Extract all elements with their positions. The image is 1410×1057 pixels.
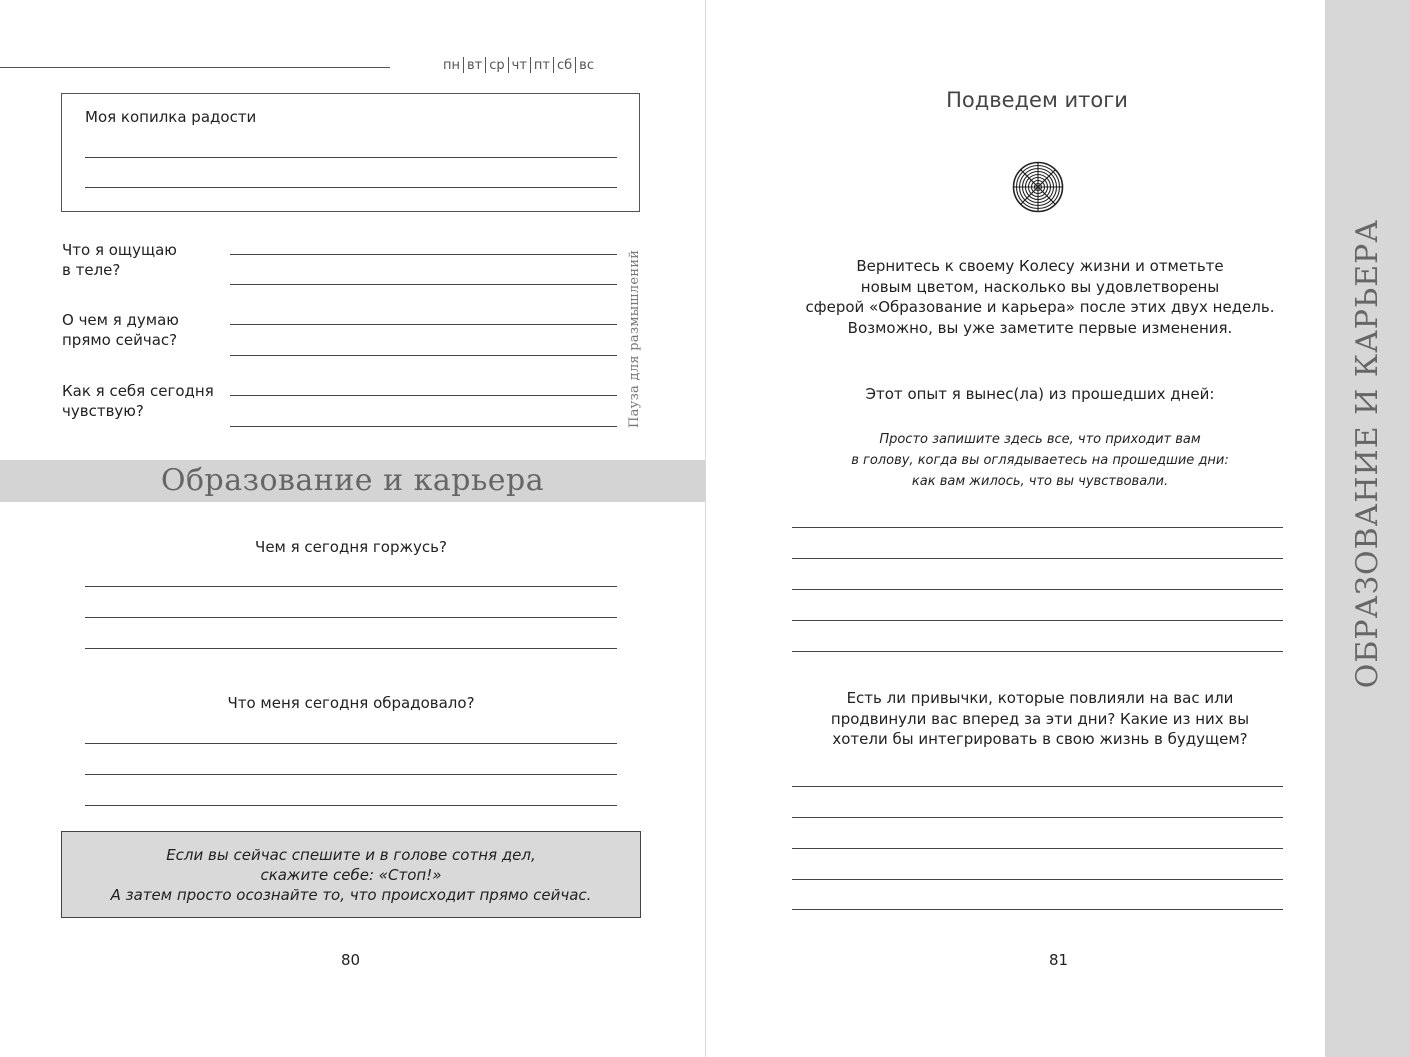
joy-write-line[interactable] (85, 157, 617, 158)
weekday-selector (440, 55, 597, 75)
answer-line[interactable] (230, 426, 617, 427)
weekday-fri[interactable]: пт (533, 57, 550, 73)
habits-line[interactable] (792, 909, 1283, 910)
stop-note-line: скажите себе: «Стоп!» (260, 865, 442, 884)
habits-line[interactable] (792, 786, 1283, 787)
answer-line[interactable] (85, 805, 617, 806)
answer-line[interactable] (85, 774, 617, 775)
section-side-tab-label: ОБРАЗОВАНИЕ И КАРЬЕРА (1350, 218, 1385, 689)
experience-line[interactable] (792, 651, 1283, 652)
answer-line[interactable] (85, 743, 617, 744)
question-feeling-line: чувствую? (62, 402, 144, 420)
question-thoughts-line: прямо сейчас? (62, 331, 178, 349)
section-side-tab-label-wrap (1325, 0, 1410, 1057)
habits-line[interactable] (792, 879, 1283, 880)
answer-line[interactable] (85, 617, 617, 618)
experience-hint-line: как вам жилось, что вы чувствовали. (911, 474, 1169, 489)
spread-divider (705, 0, 706, 1057)
answer-line[interactable] (230, 284, 617, 285)
habits-line[interactable] (792, 817, 1283, 818)
weekday-thu[interactable]: чт (511, 57, 527, 73)
question-feeling-line: Как я себя сегодня (62, 382, 214, 400)
habits-line[interactable] (792, 848, 1283, 849)
weekday-sat[interactable]: сб (556, 57, 573, 73)
experience-hint-line: Просто запишите здесь все, что приходит вам (879, 432, 1201, 447)
life-wheel-icon (1012, 161, 1064, 213)
question-body-line: Что я ощущаю (62, 241, 177, 259)
weekday-tue[interactable]: вт (467, 57, 483, 73)
experience-line[interactable] (792, 620, 1283, 621)
weekday-sun[interactable]: вс (579, 57, 594, 73)
question-body (62, 240, 232, 280)
pause-label: Пауза для размышлений (627, 249, 642, 428)
answer-line[interactable] (230, 395, 617, 396)
question-thoughts-line: О чем я думаю (62, 311, 179, 329)
wheel-instructions-line: сферой «Образование и карьера» после этих двух недель. (805, 298, 1275, 316)
summary-title: Подведем итоги (946, 88, 1128, 112)
answer-line[interactable] (85, 648, 617, 649)
wheel-instructions-line: Возможно, вы уже заметите первые изменения. (847, 318, 1233, 337)
experience-line[interactable] (792, 558, 1283, 559)
experience-line[interactable] (792, 589, 1283, 590)
page-number-left: 80 (341, 951, 361, 969)
wheel-instructions-line: Вернитесь к своему Колесу жизни и отметьте (856, 257, 1224, 275)
stop-note-line: Если вы сейчас спешите и в голове сотня дел, (166, 845, 536, 864)
question-thoughts (62, 310, 232, 350)
answer-line[interactable] (230, 324, 617, 325)
page-number-right: 81 (1049, 951, 1069, 969)
answer-line[interactable] (230, 355, 617, 356)
habits-question (710, 688, 1370, 750)
experience-heading: Этот опыт я вынес(ла) из прошедших дней: (865, 385, 1215, 403)
answer-line[interactable] (85, 586, 617, 587)
weekday-mon[interactable]: пн (443, 57, 460, 73)
wheel-instructions (710, 256, 1370, 338)
experience-hint-line: в голову, когда вы оглядываетесь на прошедшие дни: (851, 453, 1229, 468)
stop-note-line: А затем просто осознайте то, что происходит прямо сейчас. (110, 885, 592, 904)
habits-question-line: Есть ли привычки, которые повлияли на вас или (846, 689, 1234, 707)
wheel-instructions-line: новым цветом, насколько вы удовлетворены (860, 277, 1220, 296)
habits-question-line: хотели бы интегрировать в свою жизнь в будущем? (832, 730, 1248, 748)
section-title: Образование и карьера (160, 463, 545, 498)
question-glad: Что меня сегодня обрадовало? (227, 694, 475, 712)
experience-hint (710, 429, 1370, 492)
weekday-wed[interactable]: ср (489, 57, 505, 73)
question-body-line: в теле? (62, 261, 121, 279)
joy-write-line[interactable] (85, 187, 617, 188)
experience-line[interactable] (792, 527, 1283, 528)
joy-box-title: Моя копилка радости (85, 108, 257, 126)
answer-line[interactable] (230, 254, 617, 255)
date-line[interactable] (0, 67, 390, 68)
stop-note (61, 831, 641, 918)
habits-question-line: продвинули вас вперед за эти дни? Какие из них вы (830, 709, 1250, 728)
question-proud: Чем я сегодня горжусь? (255, 538, 447, 556)
question-feeling (62, 381, 232, 421)
